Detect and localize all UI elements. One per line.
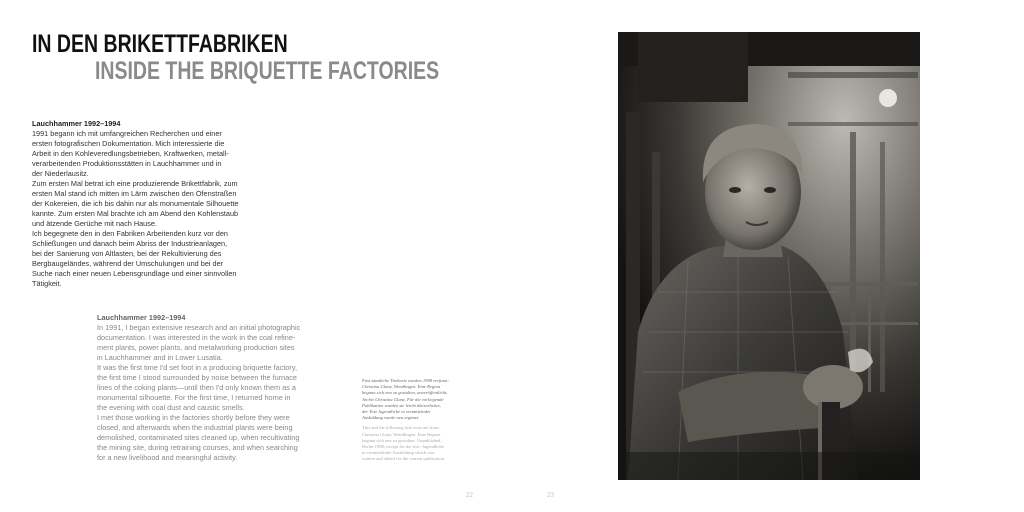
caption-line: written and added for the current publication. [362,456,446,462]
english-line: It was the first time I'd set foot in a producing briquette factory, [97,363,297,372]
caption-german [362,378,480,421]
english-line: documentation. I was interested in the work in the coal refine- [97,333,296,342]
photo-caption [362,378,480,463]
caption-line: Berlin 1998; except for the text: Jugendliche [362,444,444,450]
german-heading: Lauchhammer 1992–1994 [32,119,121,128]
caption-line: der Text Jugendliche in vermittelnder [362,409,431,415]
caption-line: Christina Glanz, Wendlingen. Eine Region [362,431,441,437]
title-german: IN DEN BRIKETTFABRIKEN [32,30,288,58]
page-number-left: 22 [466,491,473,499]
german-line: 1991 begann ich mit umfangreichen Recherchen und einer [32,129,222,138]
caption-line: Fast sämtliche Titeltexte wurden 1998 verfasst: [362,378,449,383]
english-line: the evening with coal dust and caustic smells. [97,403,245,412]
german-line: ersten fotografischen Dokumentation. Mich interessierte die [32,139,225,148]
german-line: und ätzende Gerüche mit nach Hause. [32,219,157,228]
english-heading: Lauchhammer 1992–1994 [97,313,186,322]
german-line: ersten Mal stand ich mitten im Lärm zwischen den Ofenstraßen [32,189,237,198]
german-line: der Kokereien, die ich bis dahin nur als monumentale Silhouette [32,199,239,208]
photo-illustration [618,32,920,480]
title-english: INSIDE THE BRIQUETTE FACTORIES [95,57,440,85]
english-line: In 1991, I began extensive research and an initial photographic [97,323,301,332]
german-text-block [32,119,257,289]
caption-line: Archiv Christina Glanz. Für die vorliegende [362,396,444,402]
worker-photo [618,32,920,480]
german-line: Schließungen und danach beim Abriss der Industrieanlagen, [32,239,228,248]
german-line: kannte. Zum ersten Mal brachte ich am Abend den Kohlenstaub [32,209,239,218]
german-line: Arbeit in den Kohleveredlungsbetrieben, Kraftwerken, metall- [32,149,229,158]
german-line: Zum ersten Mal betrat ich eine produzierende Brikettfabrik, zum [32,179,238,188]
english-line: the first time I stood surrounded by noise between the furnace [97,373,297,382]
english-line: demolished, contaminated sites cleaned up, when recultivating [97,433,300,442]
caption-line: begann sich neu zu gestalten. Unpublished, [362,437,442,443]
english-line: lines of the coking plants—until then I'd only known them as a [97,383,296,392]
german-line: der Niederlausitz. [32,169,89,178]
english-text-block [97,313,312,463]
page-number-right: 23 [547,491,554,499]
caption-line: Christina Glanz, Wendlingen. Eine Region [362,384,441,390]
german-line: Ich begegnete den in den Fabriken Arbeitenden kurz vor den [32,229,228,238]
caption-line: Publikation wurden sie leicht überarbeitet, [362,402,441,408]
caption-line: in vermittelnder Ausbildung which was [362,450,435,456]
german-line: Suche nach einer neuen Lebensgrundlage und einer sinnvollen [32,269,237,278]
english-line: for a new livelihood and meaningful activity. [97,453,238,462]
german-line: Tätigkeit. [32,279,62,288]
english-line: in Lauchhammer and in Lower Lusatia. [97,353,223,362]
german-line: verarbeitenden Produktionsstätten in Lauchhammer und in [32,159,222,168]
english-line: closed, and afterwards when the industrial plants were being [97,423,293,432]
german-line: Bergbaugeländes, während der Umschulungen und bei der [32,259,224,268]
english-line: monumental silhouette. For the first time, I returned home in [97,393,291,402]
english-line: I met those working in the factories shortly before they were [97,413,290,422]
caption-line: begann sich neu zu gestalten, unveröffentlicht, [362,390,448,396]
caption-line: Ausbildung wurde neu ergänzt. [362,415,420,421]
caption-line: This and the following title texts are from [362,425,439,431]
english-line: the mining site, during retraining courses, and when searching [97,443,298,452]
german-line: bei der Sanierung von Altlasten, bei der Rekultivierung des [32,249,222,258]
english-line: ment plants, power plants, and metalworking production sites [97,343,295,352]
lamp-icon [879,89,897,107]
caption-english [362,425,480,462]
